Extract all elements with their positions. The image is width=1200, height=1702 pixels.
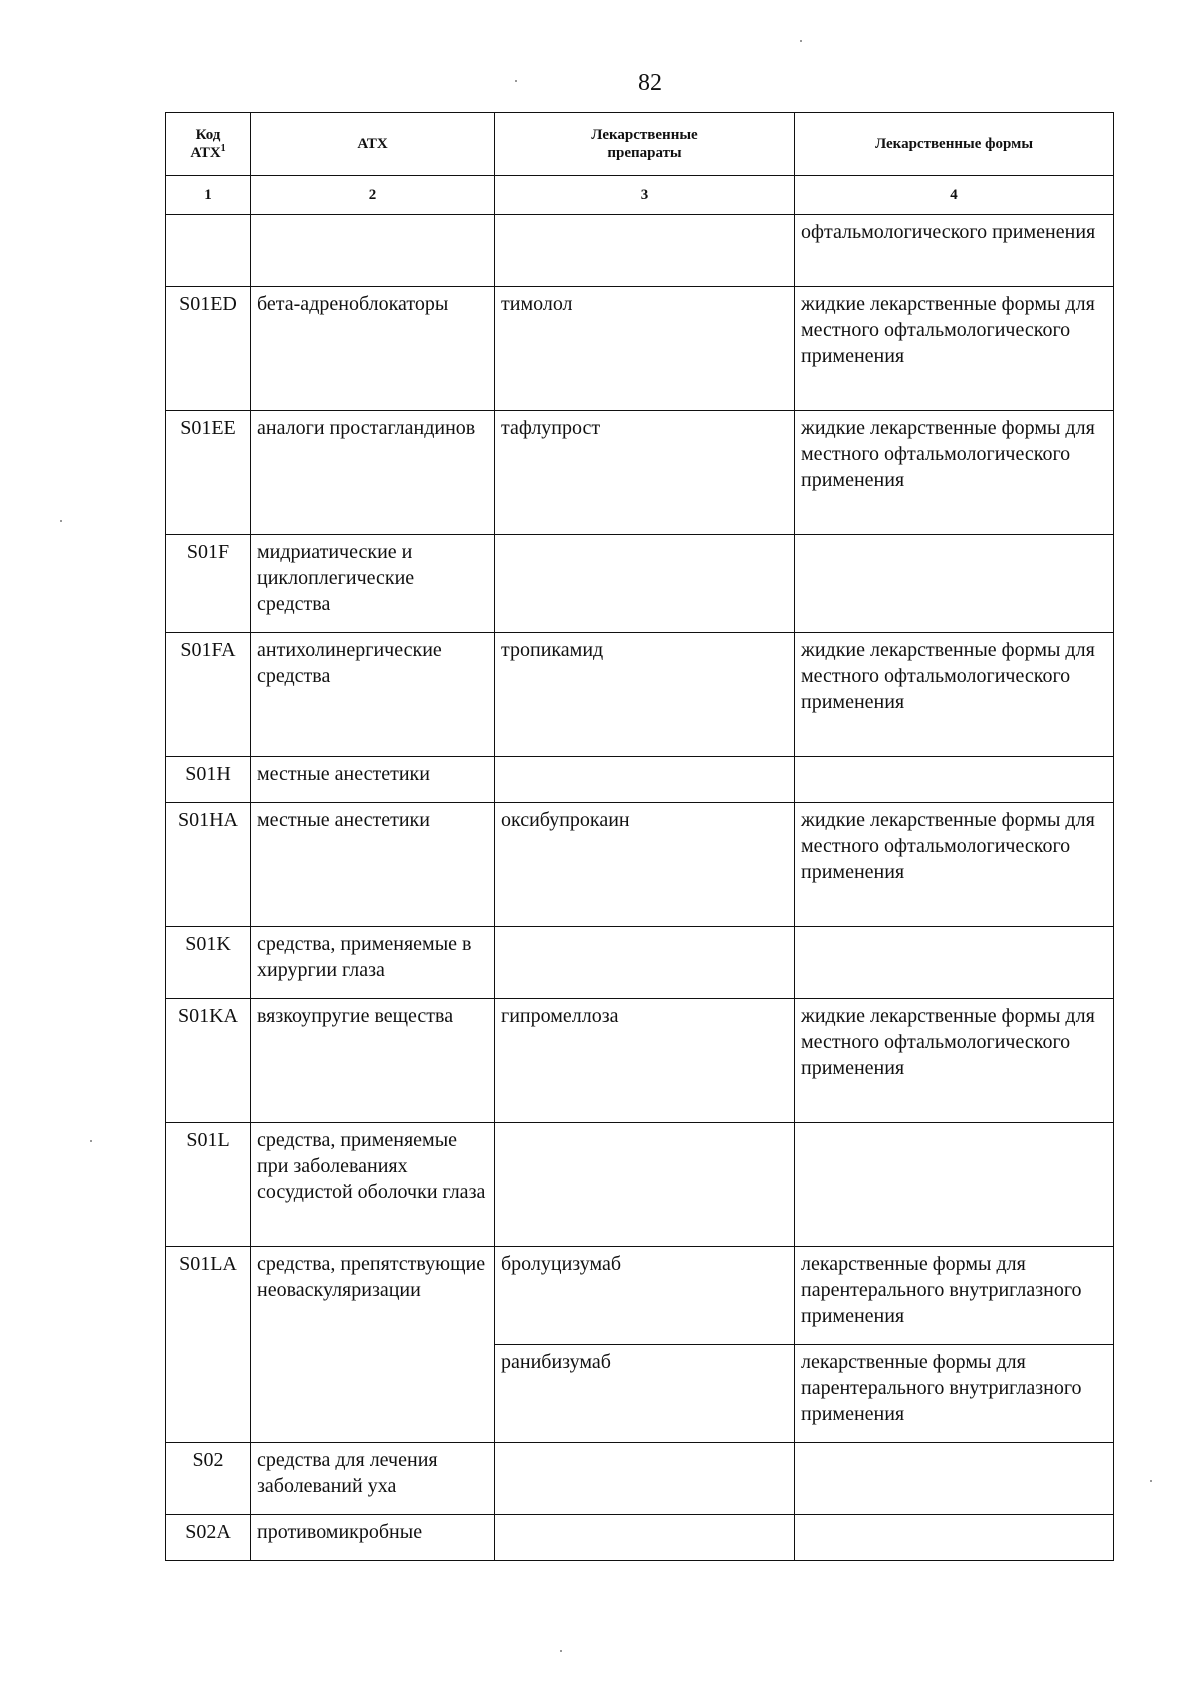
form-cell: офтальмологического применения xyxy=(795,215,1114,287)
form-cell: жидкие лекарственные формы для местного офтальмологического применения xyxy=(795,803,1114,927)
scan-speck xyxy=(800,40,802,42)
form-cell: жидкие лекарственные формы для местного офтальмологического применения xyxy=(795,287,1114,411)
atx-cell: местные анестетики xyxy=(251,757,495,803)
drug-cell: тафлупрост xyxy=(495,411,795,535)
atx-cell: аналоги простагландинов xyxy=(251,411,495,535)
column-number: 4 xyxy=(795,176,1114,215)
code-cell xyxy=(166,215,251,287)
drug-cell: тропикамид xyxy=(495,633,795,757)
code-cell: S01ED xyxy=(166,287,251,411)
table-row xyxy=(166,757,1114,803)
atx-cell: мидриатические и циклоплегические средства xyxy=(251,535,495,633)
code-cell: S01HA xyxy=(166,803,251,927)
drug-cell xyxy=(495,1123,795,1247)
form-cell: лекарственные формы для парентерального внутриглазного применения xyxy=(795,1345,1114,1443)
form-cell: лекарственные формы для парентерального внутриглазного применения xyxy=(795,1247,1114,1345)
code-cell: S01L xyxy=(166,1123,251,1247)
header-atx: АТХ xyxy=(251,113,495,176)
drug-cell xyxy=(495,1515,795,1561)
form-cell xyxy=(795,535,1114,633)
drug-cell: ранибизумаб xyxy=(495,1345,795,1443)
form-cell xyxy=(795,1123,1114,1247)
code-cell: S02 xyxy=(166,1443,251,1515)
table-row xyxy=(166,633,1114,757)
atx-cell: противомикробные xyxy=(251,1515,495,1561)
atx-cell: антихолинергические средства xyxy=(251,633,495,757)
column-number: 3 xyxy=(495,176,795,215)
drug-cell: оксибупрокаин xyxy=(495,803,795,927)
drug-cell: гипромеллоза xyxy=(495,999,795,1123)
atx-cell: средства, применяемые при заболеваниях сосудистой оболочки глаза xyxy=(251,1123,495,1247)
table-row xyxy=(166,927,1114,999)
scan-speck xyxy=(90,1140,92,1142)
header-drugs: Лекарственные препараты xyxy=(495,113,795,176)
table-row xyxy=(166,411,1114,535)
header-code: Код АТХ$^1$ xyxy=(166,113,251,176)
code-cell: S01KA xyxy=(166,999,251,1123)
code-cell: S01H xyxy=(166,757,251,803)
table-row xyxy=(166,1443,1114,1515)
form-cell: жидкие лекарственные формы для местного офтальмологического применения xyxy=(795,999,1114,1123)
drug-cell xyxy=(495,927,795,999)
drug-cell xyxy=(495,215,795,287)
atx-cell: средства, препятствующие неоваскуляризации xyxy=(251,1247,495,1443)
atx-cell: вязкоупругие вещества xyxy=(251,999,495,1123)
table-row xyxy=(166,215,1114,287)
drug-cell: бролуцизумаб xyxy=(495,1247,795,1345)
column-number: 1 xyxy=(166,176,251,215)
code-cell: S01LA xyxy=(166,1247,251,1443)
drug-cell: тимолол xyxy=(495,287,795,411)
form-cell xyxy=(795,1515,1114,1561)
table-row xyxy=(166,1123,1114,1247)
scan-speck xyxy=(515,80,517,82)
form-cell xyxy=(795,927,1114,999)
drug-cell xyxy=(495,757,795,803)
code-cell: S01F xyxy=(166,535,251,633)
table-row xyxy=(166,1247,1114,1345)
form-cell xyxy=(795,757,1114,803)
atx-cell: местные анестетики xyxy=(251,803,495,927)
code-cell: S01EE xyxy=(166,411,251,535)
scan-speck xyxy=(560,1650,562,1652)
form-cell: жидкие лекарственные формы для местного офтальмологического применения xyxy=(795,633,1114,757)
table-row xyxy=(166,535,1114,633)
atx-cell: бета-адреноблокаторы xyxy=(251,287,495,411)
header-forms: Лекарственные формы xyxy=(795,113,1114,176)
code-cell: S01K xyxy=(166,927,251,999)
table-row xyxy=(166,1515,1114,1561)
drug-cell xyxy=(495,535,795,633)
column-number: 2 xyxy=(251,176,495,215)
atx-cell: средства для лечения заболеваний уха xyxy=(251,1443,495,1515)
code-cell: S01FA xyxy=(166,633,251,757)
scan-speck xyxy=(1150,1480,1152,1482)
drug-cell xyxy=(495,1443,795,1515)
form-cell: жидкие лекарственные формы для местного офтальмологического применения xyxy=(795,411,1114,535)
column-number-row xyxy=(166,176,1114,215)
page-number: 82 xyxy=(638,70,662,96)
scan-speck xyxy=(60,520,62,522)
code-cell: S02A xyxy=(166,1515,251,1561)
atx-cell xyxy=(251,215,495,287)
table-row xyxy=(166,287,1114,411)
form-cell xyxy=(795,1443,1114,1515)
table-row xyxy=(166,999,1114,1123)
atx-table xyxy=(165,112,1114,1561)
table-row xyxy=(166,803,1114,927)
table-header-row xyxy=(166,113,1114,176)
atx-cell: средства, применяемые в хирургии глаза xyxy=(251,927,495,999)
